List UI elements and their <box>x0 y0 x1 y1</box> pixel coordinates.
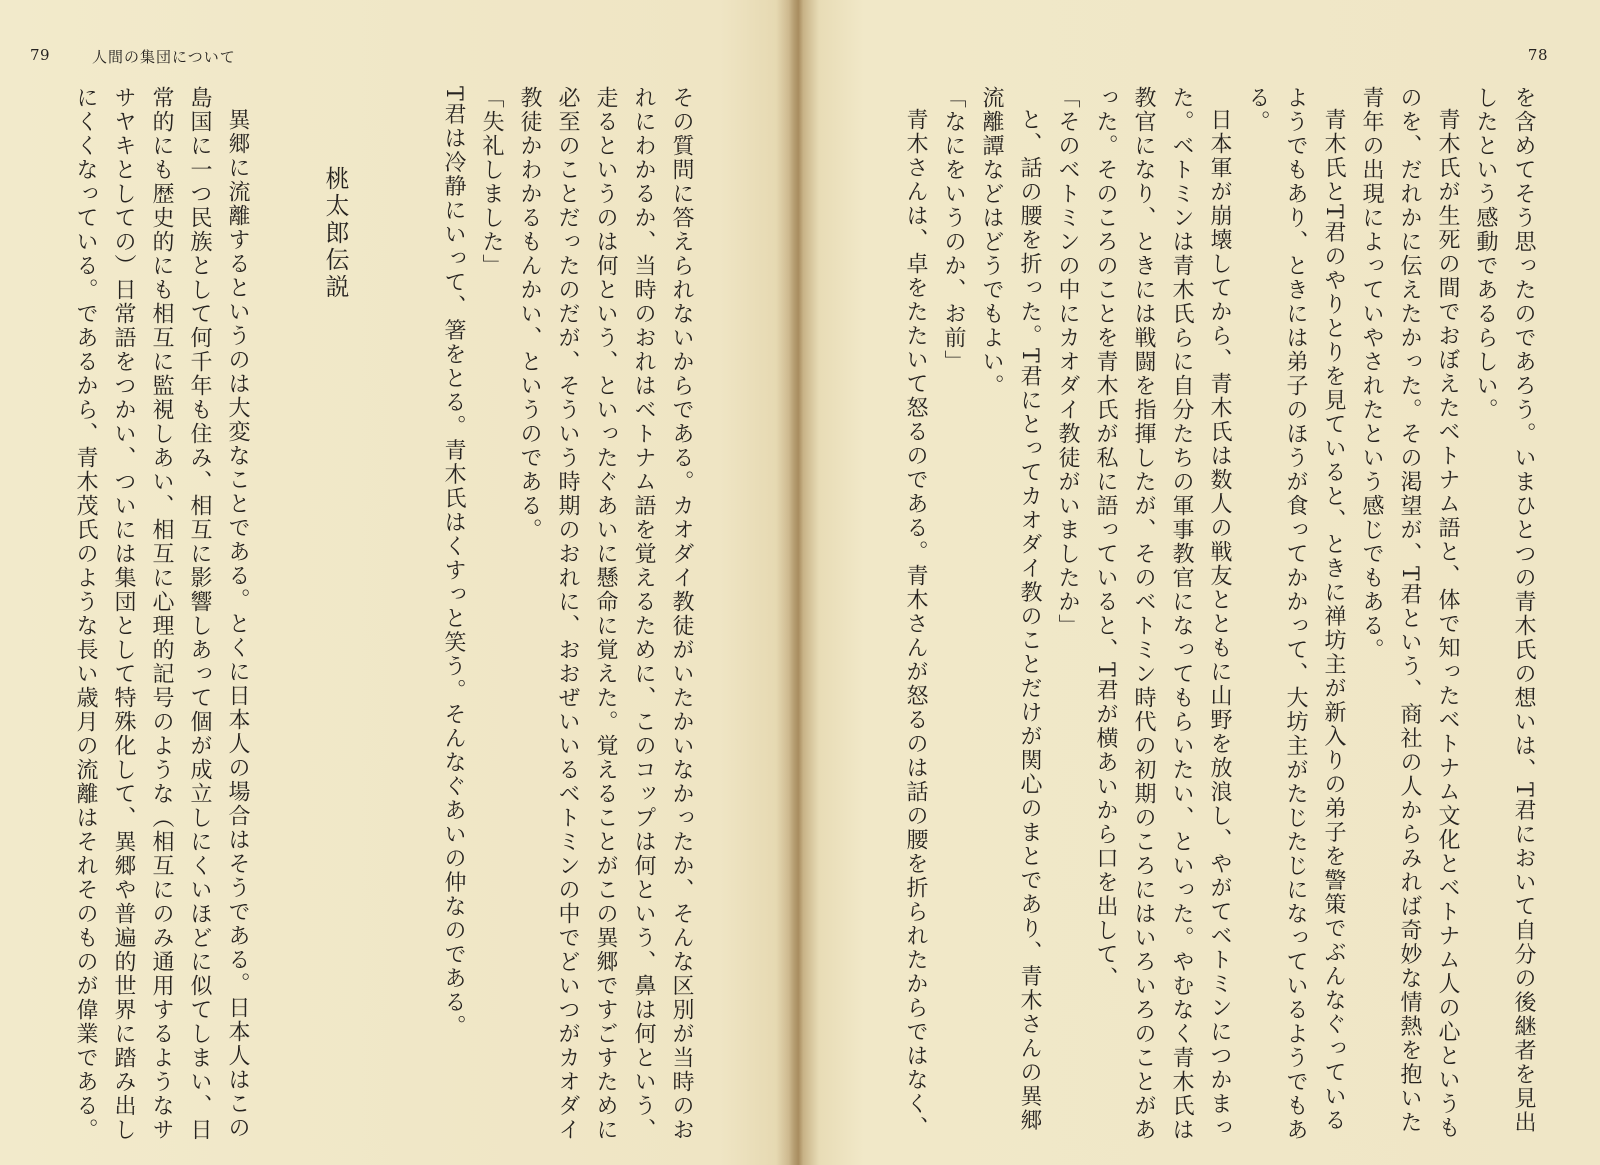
paragraph: 青木氏が生死の間でおぼえたベトナム語と、体で知ったベトナム文化とベトナム人の心というものを、だれかに伝えたかった。その渇望が、T君という、商社の人からみれば奇妙な情熱を抱いた青年の出現によっていやされたという感じでもある。 <box>1359 86 1460 1140</box>
left-page-text <box>73 86 700 1146</box>
left-page <box>0 0 780 1165</box>
paragraph: 日本軍が崩壊してから、青木氏は数人の戦友とともに山野を放浪し、やがてベトミンにつかまった。ベトミンは青木氏らに自分たちの軍事教官になってもらいたい、といった。やむなく青木氏は教官になり、ときには戦闘を指揮したが、そのベトミン時代の初期のころにはいろいろのことがあった。そのころのことを青木氏が私に語っていると、T君が横あいから口を出して、 <box>1093 86 1232 1142</box>
left-page-number: 79 <box>30 46 51 64</box>
right-page-text <box>842 86 1542 1146</box>
paragraph: と、話の腰を折った。T君にとってカオダイ教のことだけが関心のまとであり、青木さんの異郷流離譚などはどうでもよい。 <box>979 86 1042 1133</box>
paragraph: T君は冷静にいって、箸をとる。青木氏はくすっと笑う。そんなぐあいの仲なのである。 <box>441 86 466 1039</box>
right-page <box>800 0 1600 1165</box>
section-heading: 桃太郎伝説 <box>321 166 349 301</box>
right-page-number: 78 <box>1527 46 1548 64</box>
paragraph: 「失礼しました」 <box>479 86 504 278</box>
paragraph: 青木氏とT君のやりとりを見ていると、ときに禅坊主が新入りの弟子を警策でぶんなぐっているようでもあり、ときには弟子のほうが食ってかかって、大坊主がたじたじになっているようでもある。 <box>1245 86 1346 1142</box>
paragraph: 「なにをいうのか、お前」 <box>941 86 966 374</box>
paragraph: その質問に答えられないからである。カオダイ教徒がいたかいなかったか、そんな区別が当時のおれにわかるか、当時のおれはベトナム語を覚えるために、このコップは何という、鼻は何という、走るというのは何という、といったぐあいに懸命に覚えた。覚えることがこの異郷ですごすために必至のことだったのだが、そういう時期のおれに、おおぜいいるベトミンの中でどいつがカオダイ教徒かわかるもんかい、というのである。 <box>517 86 694 1142</box>
running-head: 人間の集団について <box>92 48 236 66</box>
paragraph: 「そのベトミンの中にカオダイ教徒がいましたか」 <box>1055 86 1080 638</box>
paragraph: 異郷に流離するというのは大変なことである。とくに日本人の場合はそうである。日本人はこの島国に一つ民族として何千年も住み、相互に影響しあって個が成立しにくいほどに似てしまい、日常的にも歴史的にも相互に監視しあい、相互に心理的記号のような（相互にのみ通用するようなササヤキとしての）日常語をつかい、ついには集団として特殊化して、異郷や普遍的世界に踏み出しにくくなっている。であるから、青木茂氏のような長い歳月の流離はそれそのものが偉業である。 <box>73 86 250 1142</box>
paragraph: 青木さんは、卓をたたいて怒るのである。青木さんが怒るのは話の腰を折られたからではなく、 <box>903 108 928 1140</box>
paragraph: を含めてそう思ったのであろう。いまひとつの青木氏の想いは、T君において自分の後継者を見出したという感動であるらしい。 <box>1473 86 1536 1135</box>
